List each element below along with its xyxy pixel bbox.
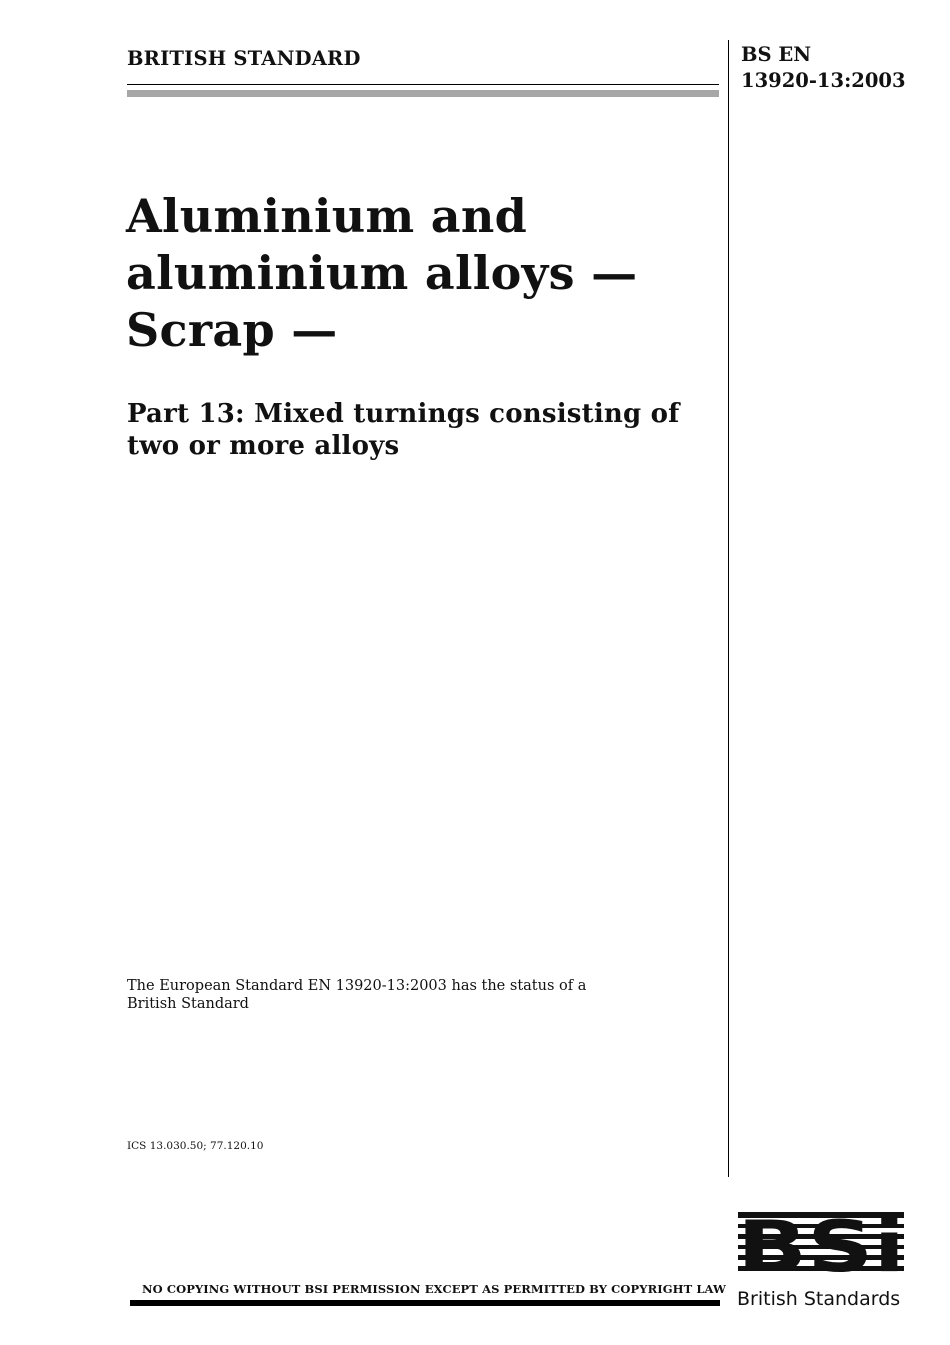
bsi-logo-text: British Standards <box>737 1288 901 1310</box>
footer-rule <box>130 1300 720 1306</box>
title-line: aluminium alloys — <box>126 246 638 300</box>
title-line: Aluminium and <box>126 189 528 243</box>
svg-text:BSi: BSi <box>737 1210 905 1288</box>
subtitle-line: two or more alloys <box>127 431 400 461</box>
status-line: The European Standard EN 13920-13:2003 has the status of a <box>127 978 587 994</box>
copyright-notice: NO COPYING WITHOUT BSI PERMISSION EXCEPT AS PERMITTED BY COPYRIGHT LAW <box>142 1282 727 1296</box>
document-number-line: BS EN <box>741 43 812 66</box>
document-subtitle <box>127 398 680 462</box>
header-rule-thin <box>127 84 719 85</box>
status-statement <box>127 978 586 1013</box>
ics-code: ICS 13.030.50; 77.120.10 <box>127 1140 264 1152</box>
title-line: Scrap — <box>126 303 338 357</box>
document-number-line: 13920-13:2003 <box>741 69 906 92</box>
document-number <box>741 42 906 94</box>
header-rule-grey <box>127 90 719 97</box>
vertical-divider <box>728 40 729 1177</box>
status-line: British Standard <box>127 995 249 1012</box>
subtitle-line: Part 13: Mixed turnings consisting of <box>127 399 680 429</box>
document-title <box>126 188 637 359</box>
series-label: BRITISH STANDARD <box>127 47 361 70</box>
